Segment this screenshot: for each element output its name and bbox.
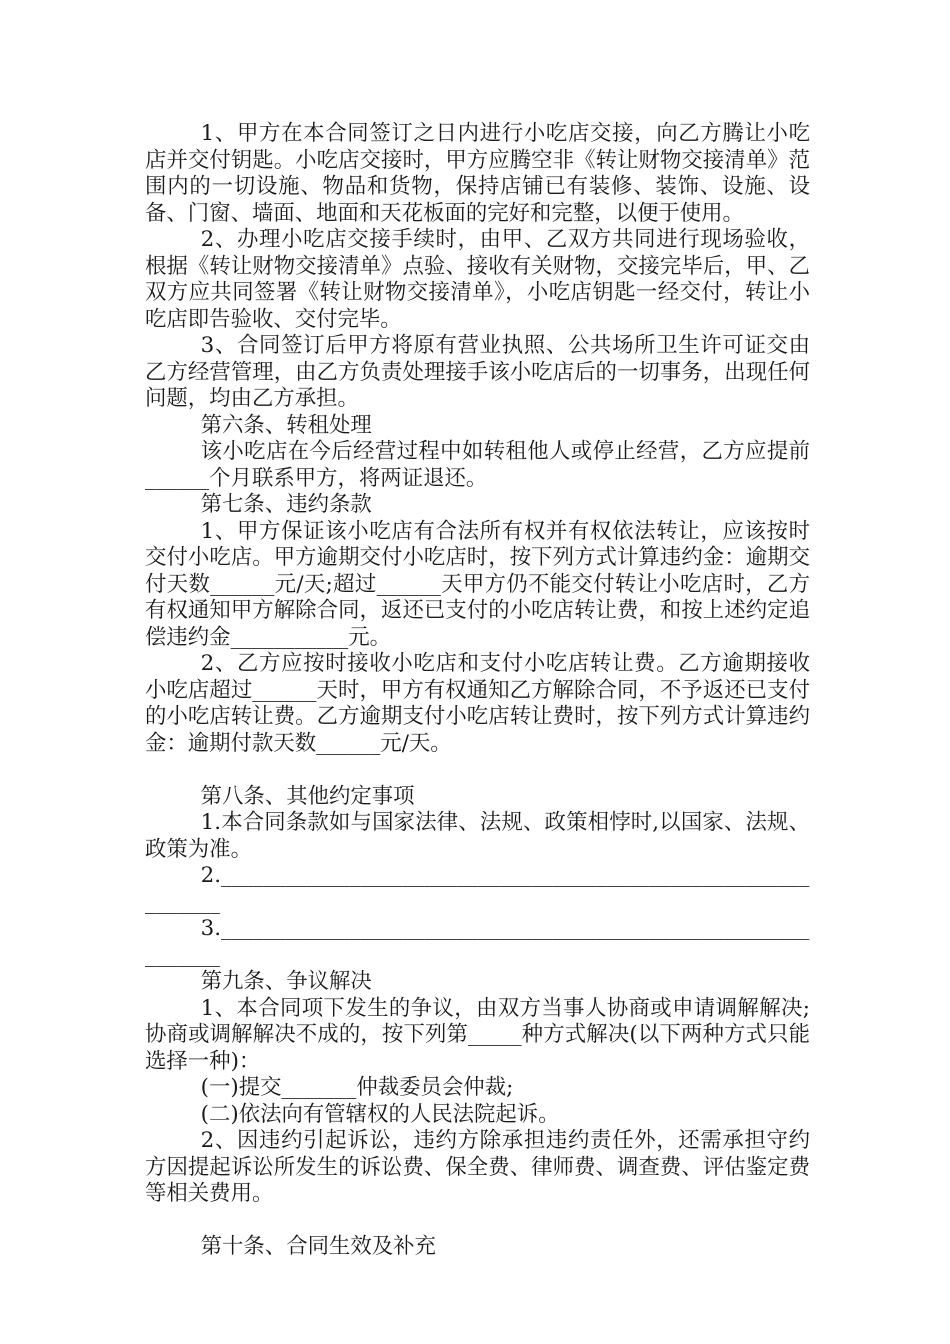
clause-5-item-3: 3、合同签订后甲方将原有营业执照、公共场所卫生许可证交由乙方经营管理，由乙方负责处理接手该小吃店后的一切事务，出现任何问题，均由乙方承担。 (145, 333, 810, 411)
clause-7-item-1: 1、甲方保证该小吃店有合法所有权并有权依法转让，应该按时交付小吃店。甲方逾期交付小吃店时，按下列方式计算违约金：逾期交付天数______元/天;超过______天甲方仍不能交付转让小吃店时，乙方有权通知甲方解除合同，返还已支付的小吃店转让费，和按上述约定追偿违约金___________元。 (145, 518, 810, 650)
clause-5-item-1: 1、甲方在本合同签订之日内进行小吃店交接，向乙方腾让小吃店并交付钥匙。小吃店交接时，甲方应腾空非《转让财物交接清单》范围内的一切设施、物品和货物，保持店铺已有装修、装饰、设施、设备、门窗、墙面、地面和天花板面的完好和完整，以便于使用。 (145, 121, 810, 226)
blank-line (145, 757, 810, 784)
clause-9-item-2: 2、因违约引起诉讼，违约方除承担违约责任外，还需承担守约方因提起诉讼所发生的诉讼费、保全费、律师费、调查费、评估鉴定费等相关费用。 (145, 1128, 810, 1206)
clause-6-heading: 第六条、转租处理 (200, 412, 372, 438)
clause-7-item-2: 2、乙方应按时接收小吃店和支付小吃店转让费。乙方逾期接收小吃店超过______天时，甲方有权通知乙方解除合同，不予返还已支付的小吃店转让费。乙方逾期支付小吃店转让费时，按下列方式计算违约金：逾期付款天数______元/天。 (145, 651, 810, 756)
clause-9-item-1: 1、本合同项下发生的争议，由双方当事人协商或申请调解解决;协商或调解解决不成的，按下列第_____种方式解决(以下两种方式只能选择一种)： (145, 995, 810, 1074)
clause-8-item-3: 3.______________________________________________________________ (145, 916, 810, 968)
clause-7-heading: 第七条、违约条款 (200, 492, 372, 517)
clause-8-heading: 第八条、其他约定事项 (200, 783, 415, 809)
clause-10-heading: 第十条、合同生效及补充 (200, 1234, 436, 1259)
clause-9-option-1: (一)提交_______仲裁委员会仲裁; (200, 1075, 514, 1100)
clause-5-item-2: 2、办理小吃店交接手续时，由甲、乙双方共同进行现场验收，根据《转让财物交接清单》点验、接收有关财物，交接完毕后，甲、乙双方应共同签署《转让财物交接清单》，小吃店钥匙一经交付，转让小吃店即告验收、交付完毕。 (145, 227, 810, 332)
clause-6-body: 该小吃店在今后经营过程中如转租他人或停止经营，乙方应提前______个月联系甲方，将两证退还。 (145, 439, 810, 491)
contract-document (145, 121, 810, 1261)
clause-9-heading: 第九条、争议解决 (200, 969, 372, 994)
clause-8-item-1: 1.本合同条款如与国家法律、法规、政策相悖时,以国家、法规、政策为准。 (145, 810, 810, 862)
clause-9-option-2: (二)依法向有管辖权的人民法院起诉。 (200, 1101, 560, 1127)
clause-8-item-2: 2.______________________________________________________________ (145, 863, 810, 915)
blank-line (145, 1208, 810, 1235)
